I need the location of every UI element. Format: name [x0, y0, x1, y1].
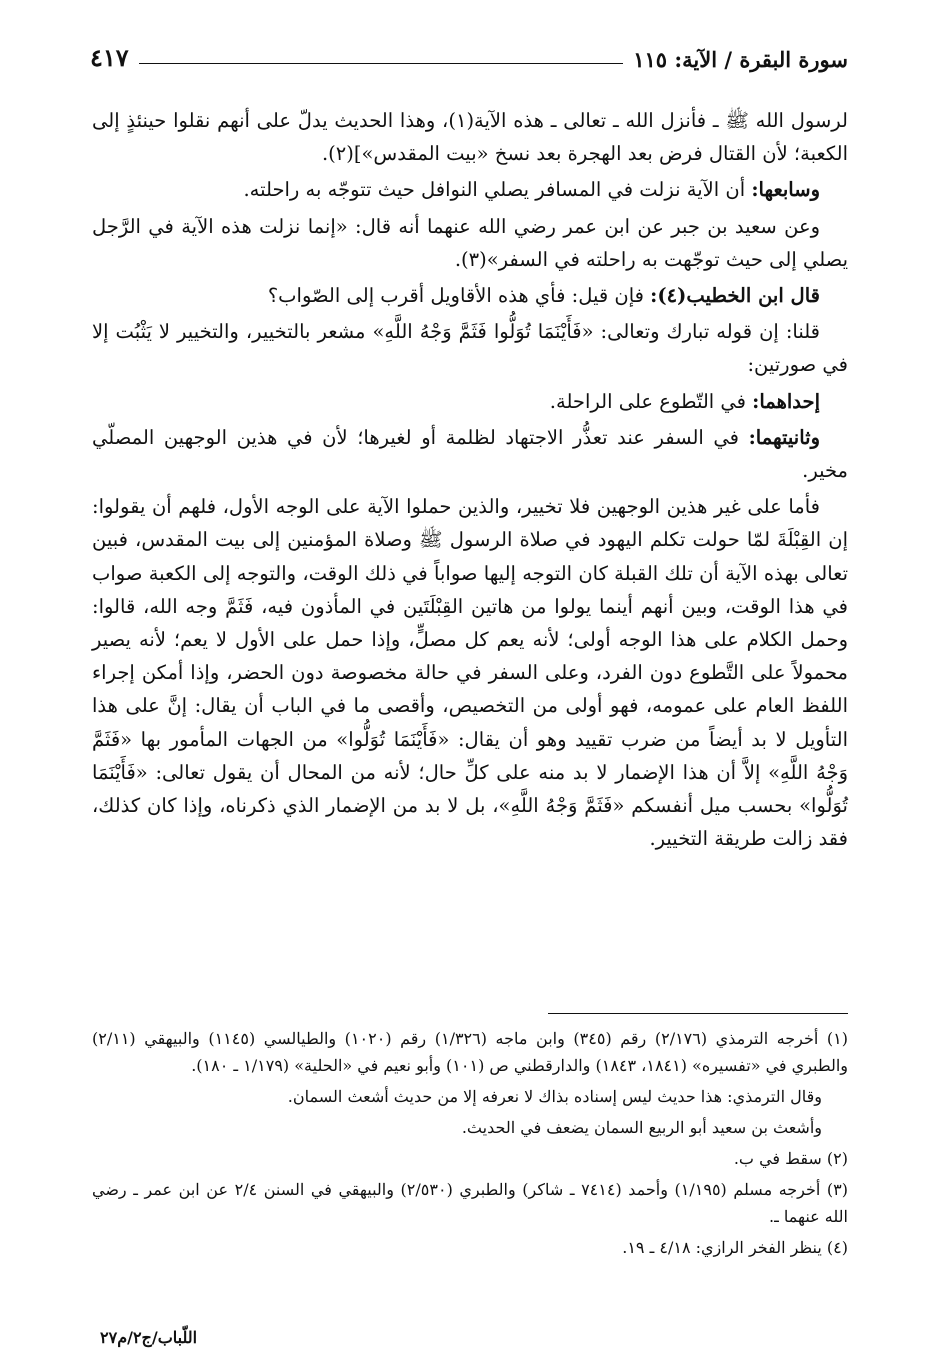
paragraph-ibn-al-khatib [92, 279, 848, 312]
running-header [90, 34, 848, 74]
footnotes [92, 1025, 848, 1265]
paragraph-discussion: فأما على غير هذين الوجهين فلا تخيير، والذين حملوا الآية على الوجه الأول، فلهم أن يقولوا: إن القِبْلَةَ لمّا حولت تكلم اليهود في صلاة الرسول ﷺ وصلاة المؤمنين إلى بيت المقدس، فبين تعالى بهذه الآية أن تلك القبلة كان التوجه إليها صواباً في ذلك الوقت، والتوجه إلى الكعبة صواب في هذا الوقت، وبين أنهم أينما يولوا من هاتين القِبْلَتَين في المأذون فيه، فَثَمَّ وجه الله، قالوا: وحمل الكلام على هذا الوجه أولى؛ لأنه يعم كل مصلٍّ، وإذا حمل على الأول لا يعم؛ لأنه يصير محمولاً على التَّطوع دون الفرد، وعلى السفر في حالة مخصوصة دون الحضر، وإذا أمكن إجراء اللفظ العام على عمومه، فهو أولى من التخصيص، وأقصى ما في الباب أن يقال: إنَّ على هذا التأويل لا بد أيضاً من ضرب تقييد وهو أن يقال: «فَأَيْنَمَا تُوَلُّوا» من الجهات المأمور بها «فَثَمَّ وَجْهُ اللَّهِ» إلاَّ أن هذا الإضمار لا بد منه على كلِّ حال؛ لأنه من المحال أن يقول تعالى: «فَأَيْنَمَا تُوَلُّوا» بحسب ميل أنفسكم «فَثَمَّ وَجْهُ اللَّهِ»، بل لا بد من الإضمار الذي ذكرناه، وإذا كان كذلك، فقد زالت طريقة التخيير. [92, 495, 848, 851]
paragraph-body: في التّطوع على الراحلة. [549, 389, 746, 413]
header-rule [139, 63, 624, 64]
paragraph-ibn-jubayr: وعن سعيد بن جبر عن ابن عمر رضي الله عنهما أنه قال: «إنما نزلت هذه الآية في الرَّجل يصلي إلى حيث توجّهت به راحلته في السفر»(٣). [92, 214, 848, 271]
footnote-3: (٣) أخرجه مسلم (١/١٩٥) وأحمد (٧٤١٤ ـ شاكر) والطبري (٢/٥٣٠) والبيهقي في السنن ٢/٤ عن ابن عمر ـ رضي الله عنهما ـ. [92, 1180, 848, 1226]
footnote-1-comment: وأشعث بن سعيد أبو الربيع السمان يضعف في الحديث. [461, 1118, 822, 1137]
footnote-1-comment: وقال الترمذي: هذا حديث ليس إسناده بذاك لا نعرفه إلا من حديث أشعث السمان. [287, 1087, 822, 1106]
paragraph-body: أن الآية نزلت في المسافر يصلي النوافل حيث تتوجّه به راحلته. [243, 178, 746, 202]
paragraph-lead: وسابعها: [751, 178, 820, 202]
paragraph-body: في السفر عند تعذُّر الاجتهاد لظلمة أو لغيرها؛ لأن في هذين الوجهين المصلّي مخير. [92, 425, 848, 483]
paragraph-lead: وثانيتهما: [748, 425, 820, 449]
paragraph-second-case [92, 421, 848, 487]
footnote-4: (٤) ينظر الفخر الرازي: ٤/١٨ ـ ١٩. [622, 1238, 848, 1257]
paragraph-first-case [92, 385, 848, 418]
footnote-separator [548, 1013, 848, 1014]
printer-signature: اللّباب/ج٢/م٢٧ [100, 1328, 198, 1347]
footnote-2: (٢) سقط في ب. [733, 1149, 848, 1168]
paragraph-1: لرسول الله ﷺ ـ فأنزل الله ـ تعالى ـ هذه الآية(١)، وهذا الحديث يدلّ على أنهم نقلوا حينئذٍ إلى الكعبة؛ لأن القتال فرض بعد الهجرة بعد نسخ «بيت المقدس»](٢). [92, 109, 848, 166]
paragraph-lead: قال ابن الخطيب(٤): [650, 284, 820, 308]
paragraph-seventh-opinion [92, 173, 848, 206]
chapter-verse-title: سورة البقرة / الآية: ١١٥ [633, 47, 848, 72]
footnote-1: (١) أخرجه الترمذي (٢/١٧٦) رقم (٣٤٥) وابن ماجه (١/٣٢٦) رقم (١٠٢٠) والطيالسي (١١٤٥) والبيهقي (٢/١١) والطبري في «تفسيره» (١٨٤١، ١٨٤٣) والدارقطني ص (١٠١) وأبو نعيم في «الحلية» (١/١٧٩ ـ ١٨٠). [92, 1029, 849, 1075]
paragraph-body: فإن قيل: فأي هذه الأقاويل أقرب إلى الصّواب؟ [267, 284, 644, 308]
paragraph-answer: قلنا: إن قوله تبارك وتعالى: «فَأَيْنَمَا تُوَلُّوا فَثَمَّ وَجْهُ اللَّهِ» مشعر بالتخيير، والتخيير لا يَثْبُت إلا في صورتين: [92, 320, 848, 377]
paragraph-lead: إحداهما: [752, 389, 820, 413]
page-number: ٤١٧ [90, 43, 129, 72]
main-text [92, 104, 848, 858]
